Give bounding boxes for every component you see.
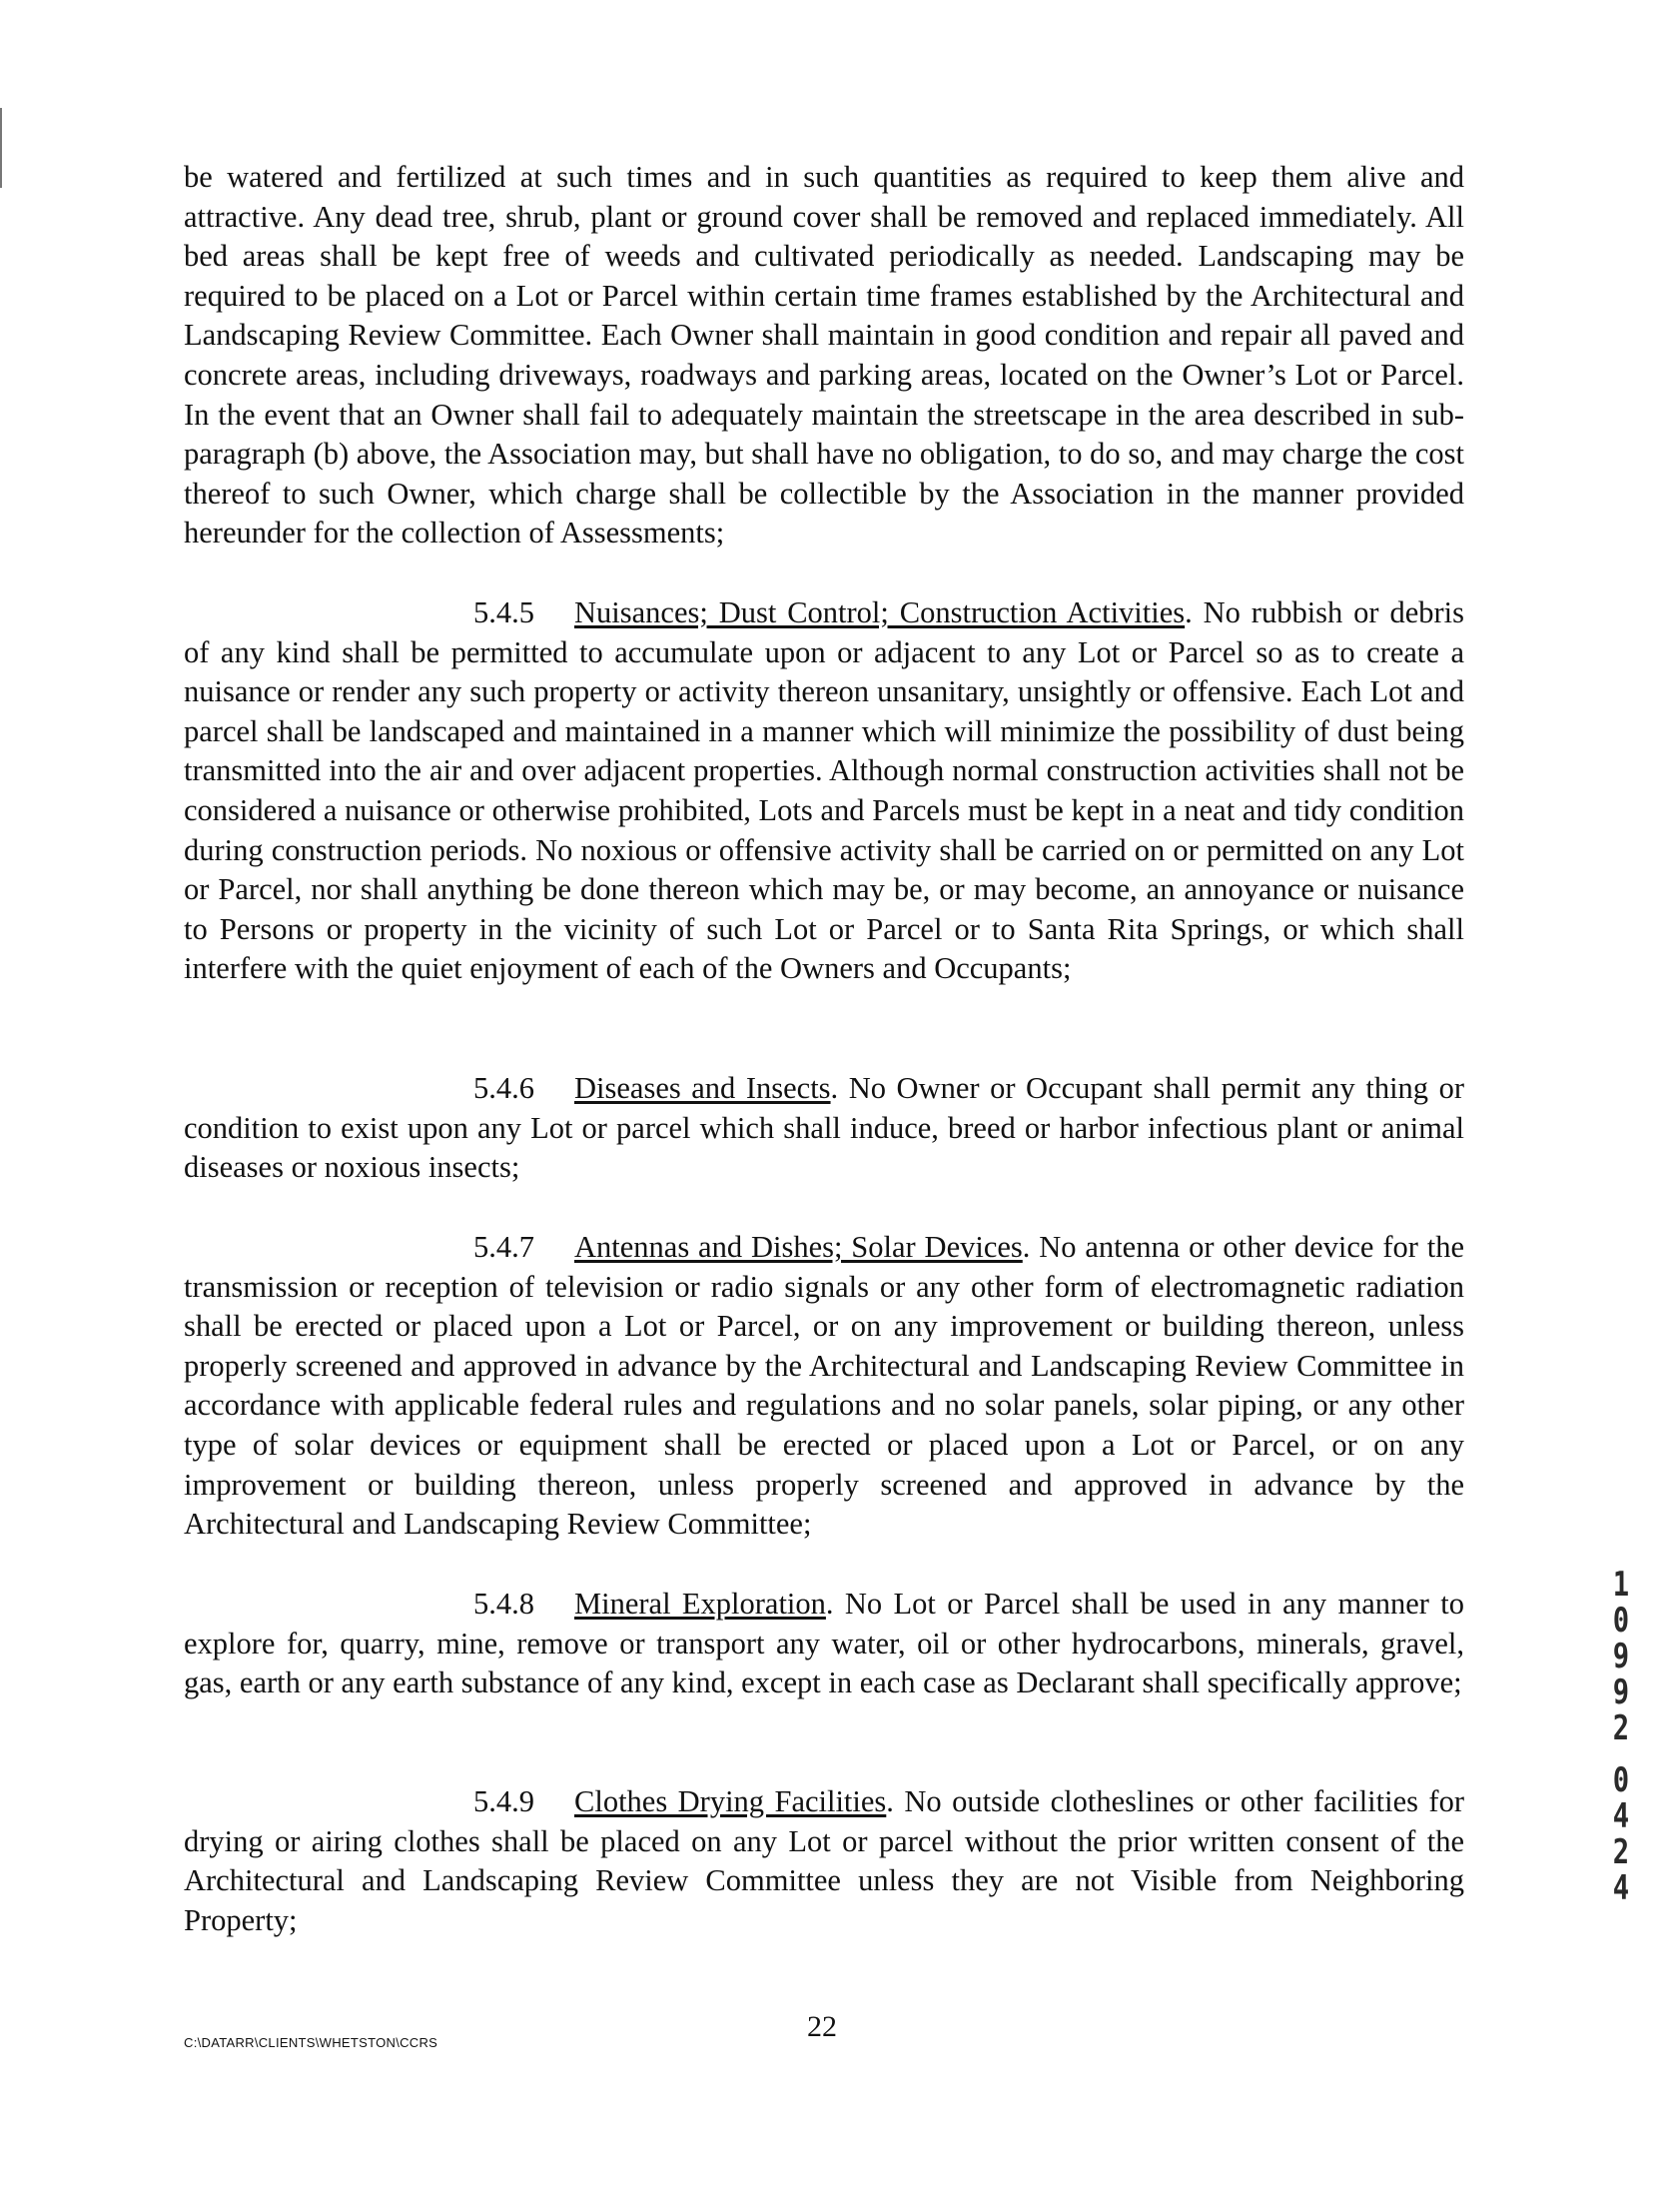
section-number: 5.4.8 [473, 1587, 534, 1621]
section-5-4-6 [184, 1069, 1464, 1188]
section-number: 5.4.5 [473, 595, 534, 629]
section-5-4-8 [184, 1585, 1464, 1703]
page-number: 22 [807, 2010, 837, 2043]
section-heading: Clothes Drying Facilities [574, 1784, 887, 1818]
section-number: 5.4.7 [473, 1230, 534, 1264]
section-heading: Nuisances; Dust Control; Construction Activities [574, 595, 1186, 629]
section-number: 5.4.6 [473, 1071, 534, 1105]
section-text: . No Lot or Parcel shall be used in any manner to explore for, quarry, mine, remove or transport any water, oil or other hydrocarbons, minerals, gravel, gas, earth or any earth substance of any kind, except in each case as Declarant shall specifically approve; [184, 1587, 1465, 1700]
intro-paragraph: be watered and fertilized at such times and in such quantities as required to keep them alive and attractive. Any dead tree, shrub, plant or ground cover shall be removed and replaced immediately. All bed areas shall be kept free of weeds and cultivated periodically as needed. Landscaping may be required to be placed on a Lot or Parcel within certain time frames established by the Architectural and Landscaping Review Committee. Each Owner shall maintain in good condition and repair all paved and concrete areas, including driveways, roadways and parking areas, located on the Owner’s Lot or Parcel. In the event that an Owner shall fail to adequately maintain the streetscape in the area described in sub-paragraph (b) above, the Association may, but shall have no obligation, to do so, and may charge the cost thereof to such Owner, which charge shall be collectible by the Association in the manner provided hereunder for the collection of Assessments; [184, 160, 1464, 551]
section-heading: Mineral Exploration [574, 1587, 826, 1621]
section-text: . No Owner or Occupant shall permit any thing or condition to exist upon any Lot or parcel which shall induce, breed or harbor infectious plant or animal diseases or noxious insects; [184, 1071, 1464, 1185]
section-text: . No antenna or other device for the transmission or reception of television or radio signals or any other form of electromagnetic radiation shall be erected or placed upon a Lot or Parcel, or on any improvement or building thereon, unless properly screened and approved in advance by the Architectural and Landscaping Review Committee in accordance with applicable federal rules and regulations and no solar panels, solar piping, or any other type of solar devices or equipment shall be erected or placed upon a Lot or Parcel, or on any improvement or building thereon, unless properly screened and approved in advance by the Architectural and Landscaping Review Committee; [184, 1230, 1464, 1542]
section-number: 5.4.9 [473, 1784, 534, 1818]
section-text: . No rubbish or debris of any kind shall be permitted to accumulate upon or adjacent to any Lot or Parcel so as to create a nuisance or render any such property or activity thereon unsanitary, unsightly or offensive. Each Lot and parcel shall be landscaped and maintained in a manner which will minimize the possibility of dust being transmitted into the air and over adjacent properties. Although normal construction activities shall not be considered a nuisance or otherwise prohibited, Lots and Parcels must be kept in a neat and tidy condition during construction periods. No noxious or offensive activity shall be carried on or permitted on any Lot or Parcel, nor shall anything be done thereon which may be, or may become, an annoyance or nuisance to Persons or property in the vicinity of such Lot or Parcel or to Santa Rita Springs, or which shall interfere with the quiet enjoyment of each of the Owners and Occupants; [184, 595, 1464, 986]
recording-stamp-part-1: 10992 [1612, 1565, 1630, 1748]
footer-file-path: C:\DATARR\CLIENTS\WHETSTON\CCRS [184, 2035, 438, 2050]
section-text: . No outside clotheslines or other facilities for drying or airing clothes shall be placed on any Lot or parcel without the prior written consent of the Architectural and Landscaping Review Committee unless they are not Visible from Neighboring Property; [184, 1784, 1464, 1937]
section-5-4-9 [184, 1782, 1464, 1940]
section-5-4-5 [184, 593, 1464, 989]
scan-edge-mark [0, 108, 2, 188]
section-heading: Diseases and Insects [574, 1071, 831, 1105]
recording-stamp-part-2: 0424 [1612, 1760, 1630, 1908]
section-5-4-7 [184, 1228, 1464, 1545]
section-heading: Antennas and Dishes; Solar Devices [574, 1230, 1023, 1264]
